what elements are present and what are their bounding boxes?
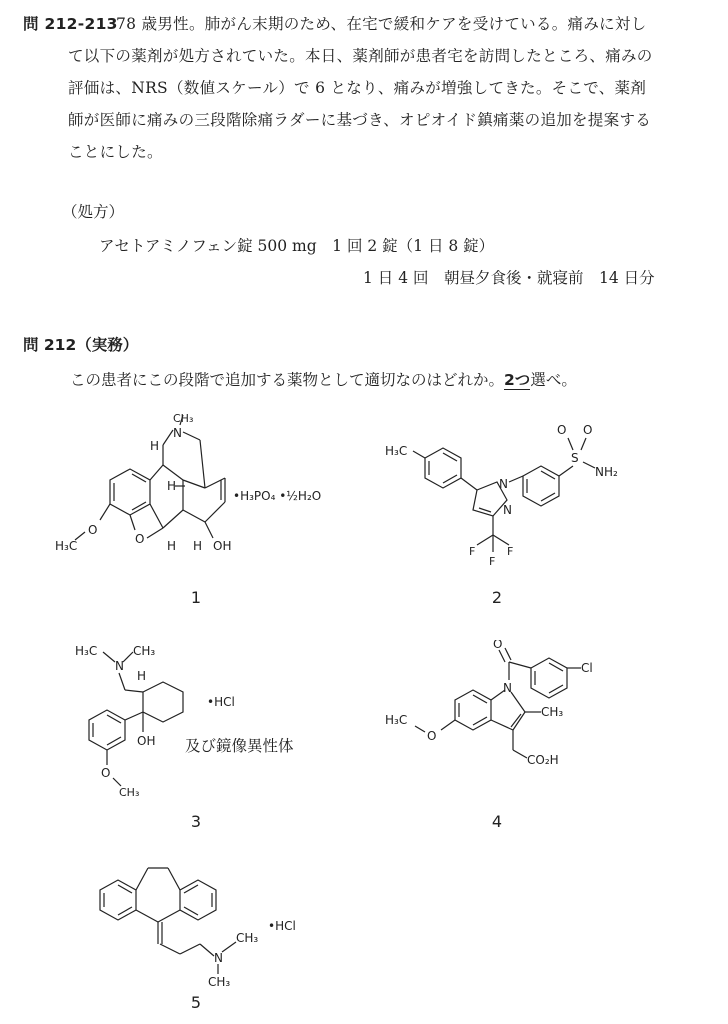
structure-2-h3c: H₃C <box>385 444 408 458</box>
option-number-3[interactable]: 3 <box>190 812 202 831</box>
structure-3-tramadol <box>75 640 355 800</box>
structure-1-h3c: H₃C <box>55 539 78 553</box>
structure-2-o: O <box>583 423 593 437</box>
structure-3-salt: •HCl <box>207 695 235 709</box>
structure-2-f: F <box>507 545 514 558</box>
structure-1-atom-n: N <box>173 426 182 440</box>
structure-4-indometacin <box>385 640 705 800</box>
structure-2-celecoxib <box>385 420 705 570</box>
structure-1-h: H <box>167 539 177 553</box>
intro-line: 師が医師に痛みの三段階除痛ラダーに基づき、オピオイド鎮痛薬の追加を提案する <box>68 111 652 129</box>
structure-4-co2h: CO₂H <box>527 753 559 767</box>
structure-3-enantiomer-note: 及び鏡像異性体 <box>185 737 294 755</box>
structure-5-amitriptyline <box>90 860 330 990</box>
option-number-4[interactable]: 4 <box>491 812 503 831</box>
structure-1-atom-o2: O <box>88 523 98 537</box>
structure-1-h: H <box>150 439 160 453</box>
intro-line: 評価は、NRS（数値スケール）で 6 となり、痛みが増強してきた。そこで、薬剤 <box>68 79 647 97</box>
option-number-5[interactable]: 5 <box>190 993 202 1012</box>
question-number-header: 問 212-213 <box>23 15 118 33</box>
intro-line: て以下の薬剤が処方されていた。本日、薬剤師が患者宅を訪問したところ、痛みの <box>68 47 653 65</box>
instruction-end: 選べ。 <box>530 371 577 389</box>
structure-2-f: F <box>489 555 496 568</box>
structure-5-salt: •HCl <box>268 919 296 933</box>
structure-3-h: H <box>137 669 147 683</box>
structure-4-h3c: H₃C <box>385 713 408 727</box>
structure-1-h: H <box>193 539 203 553</box>
structure-1-salt: •H₃PO₄ •½H₂O <box>233 489 322 503</box>
prescription-drug: アセトアミノフェン錠 500 mg 1 回 2 錠（1 日 8 錠） <box>99 237 495 255</box>
structure-4-ch3: CH₃ <box>541 705 564 719</box>
structure-3-n: N <box>115 659 124 673</box>
question-instruction <box>70 368 577 390</box>
option-number-2[interactable]: 2 <box>491 588 503 607</box>
structure-4-cl: Cl <box>581 661 593 675</box>
structure-1-h: H <box>167 479 177 493</box>
structure-4-o: O <box>493 640 503 651</box>
structure-5-n: N <box>214 951 223 965</box>
structure-2-nh2: NH₂ <box>595 465 618 479</box>
structure-1-codeine <box>55 410 355 560</box>
structure-4-o: O <box>427 729 437 743</box>
structure-2-s: S <box>571 451 579 465</box>
structure-1-oh: OH <box>213 539 232 553</box>
structure-3-ch3: CH₃ <box>133 644 156 658</box>
instruction-emphasis: 2つ <box>504 371 531 389</box>
case-description <box>68 8 718 168</box>
instruction-text: この患者にこの段階で追加する薬物として適切なのはどれか。 <box>70 371 505 389</box>
structure-4-n: N <box>503 681 512 695</box>
structure-2-n: N <box>503 503 512 517</box>
structure-1-ch3: CH₃ <box>173 412 194 425</box>
structure-3-ch3: CH₃ <box>119 786 140 799</box>
intro-line: ことにした。 <box>68 143 163 161</box>
question-212-header: 問 212（実務） <box>23 336 139 354</box>
structure-5-ch3: CH₃ <box>236 931 259 945</box>
intro-line: 78 歳男性。肺がん末期のため、在宅で緩和ケアを受けている。痛みに対し <box>116 15 647 33</box>
structure-5-ch3: CH₃ <box>208 975 231 989</box>
option-number-1[interactable]: 1 <box>190 588 202 607</box>
structure-3-o: O <box>101 766 111 780</box>
structure-3-oh: OH <box>137 734 156 748</box>
structure-2-o: O <box>557 423 567 437</box>
prescription-label: （処方） <box>62 203 125 221</box>
structure-1-atom-o: O <box>135 532 145 546</box>
structure-2-f: F <box>469 545 476 558</box>
prescription-dosing: 1 日 4 回 朝昼夕食後・就寝前 14 日分 <box>363 269 655 287</box>
structure-2-n: N <box>499 477 508 491</box>
structure-3-h3c: H₃C <box>75 644 98 658</box>
